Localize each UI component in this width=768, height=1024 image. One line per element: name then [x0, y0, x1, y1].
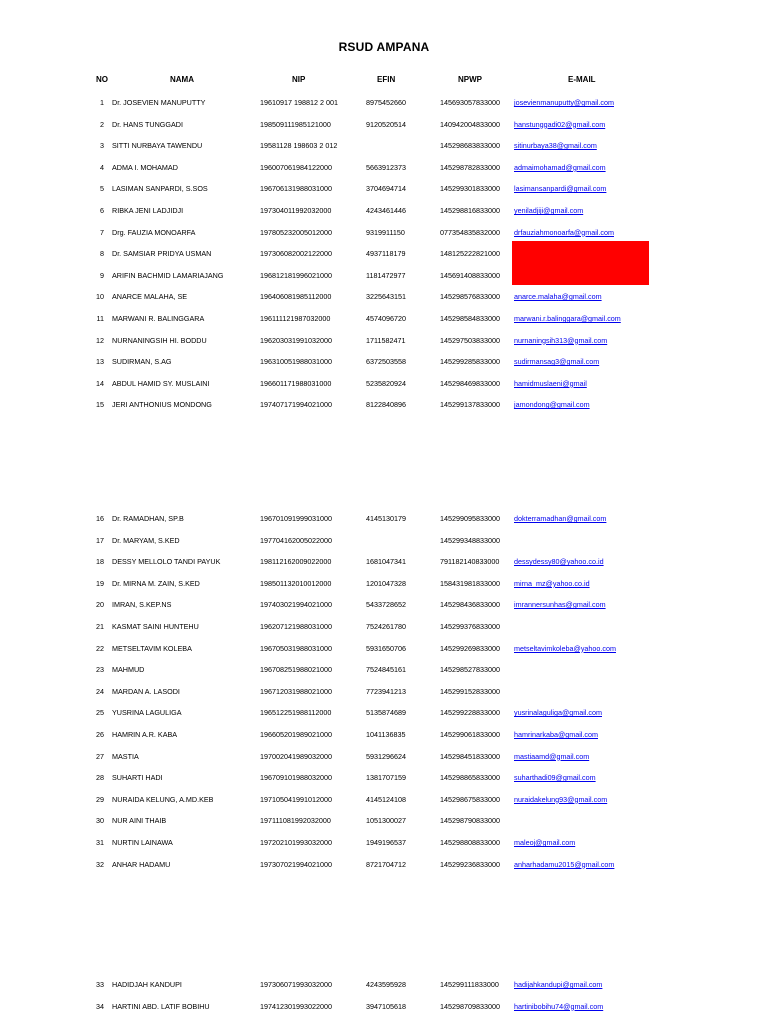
cell-nama: YUSRINA LAGULIGA — [112, 708, 182, 718]
cell-npwp: 145298808833000 — [440, 838, 500, 847]
cell-no: 24 — [96, 686, 104, 696]
table-row — [0, 706, 768, 720]
cell-nip: 197704162005022000 — [260, 535, 332, 545]
cell-no: 20 — [96, 600, 104, 610]
cell-efin: 6372503558 — [366, 357, 406, 367]
email-link[interactable]: admaimohamad@gmail.com — [514, 162, 606, 172]
cell-no: 19 — [96, 578, 104, 588]
email-link[interactable]: marwani.r.balinggara@gmail.com — [514, 314, 621, 323]
cell-nip: 196701091999031000 — [260, 514, 332, 523]
cell-no: 11 — [96, 314, 104, 323]
email-link[interactable]: josevienmanuputty@gmail.com — [514, 98, 614, 107]
email-link[interactable]: sudirmansag3@gmail.com — [514, 357, 600, 367]
email-link[interactable]: hamrinarkaba@gmail.com — [514, 730, 598, 739]
cell-nip: 196712031988021000 — [260, 686, 332, 696]
cell-npwp: 158431981833000 — [440, 578, 500, 588]
cell-no: 33 — [96, 980, 104, 989]
cell-nama: DESSY MELLOLO TANDI PAYUK — [112, 557, 221, 567]
table-row — [0, 118, 768, 132]
cell-nip: 197002041989032000 — [260, 751, 332, 761]
table-row — [0, 814, 768, 828]
email-link[interactable]: drfauziahmonoarfa@gmail.com — [514, 227, 614, 237]
cell-npwp: 145299301833000 — [440, 184, 500, 194]
cell-efin: 5135874689 — [366, 708, 406, 718]
cell-efin: 8122840896 — [366, 400, 406, 410]
email-link[interactable]: nurnaningsih313@gmail.com — [514, 335, 608, 345]
cell-no: 22 — [96, 643, 104, 653]
email-link[interactable]: hadijahkandupi@gmail.com — [514, 980, 603, 989]
cell-no: 14 — [96, 378, 104, 388]
cell-efin: 1041136835 — [366, 730, 406, 739]
header-email: E-MAIL — [568, 75, 596, 84]
cell-nip: 197306082002122000 — [260, 249, 332, 259]
cell-nip: 196706131988031000 — [260, 184, 332, 194]
cell-no: 26 — [96, 730, 104, 739]
cell-efin: 5931650706 — [366, 643, 406, 653]
cell-nip: 196708251988021000 — [260, 665, 332, 675]
cell-no: 17 — [96, 535, 104, 545]
table-row — [0, 139, 768, 153]
cell-no: 30 — [96, 816, 104, 826]
email-link[interactable]: suharthadi09@gmail.com — [514, 773, 596, 783]
cell-nip: 196705031988031000 — [260, 643, 332, 653]
table-row — [0, 534, 768, 548]
table-row — [0, 312, 768, 326]
table-row — [0, 978, 768, 992]
table-row — [0, 204, 768, 218]
cell-efin: 3947105618 — [366, 1001, 406, 1011]
cell-efin: 1681047341 — [366, 557, 406, 567]
cell-nama: Dr. HANS TUNGGADI — [112, 119, 183, 129]
header-npwp: NPWP — [458, 75, 482, 84]
cell-efin: 1711582471 — [366, 335, 406, 345]
cell-nama: SITTI NURBAYA TAWENDU — [112, 141, 203, 151]
cell-npwp: 145299228833000 — [440, 708, 500, 718]
cell-no: 23 — [96, 665, 104, 675]
email-link[interactable]: yeniladjiji@gmail.com — [514, 206, 584, 215]
cell-npwp: 145299137833000 — [440, 400, 500, 410]
cell-nama: ADMA I. MOHAMAD — [112, 162, 178, 172]
cell-no: 2 — [100, 119, 104, 129]
cell-nama: METSELTAVIM KOLEBA — [112, 643, 192, 653]
cell-nama: NURNANINGSIH HI. BODDU — [112, 335, 207, 345]
email-link[interactable]: anarce.malaha@gmail.com — [514, 292, 602, 302]
cell-no: 27 — [96, 751, 104, 761]
table-row — [0, 1000, 768, 1014]
header-nama: NAMA — [170, 75, 194, 84]
cell-efin: 5663912373 — [366, 162, 406, 172]
cell-nama: MASTIA — [112, 751, 139, 761]
email-link[interactable]: dessydessy80@yahoo.co.id — [514, 557, 604, 567]
cell-npwp: 145299348833000 — [440, 535, 500, 545]
table-row — [0, 858, 768, 872]
email-link[interactable]: imrannersunhas@gmail.com — [514, 600, 606, 610]
cell-nip: 197202101993032000 — [260, 838, 332, 847]
email-link[interactable]: jamondong@gmail.com — [514, 400, 590, 410]
cell-nip: 197307021994021000 — [260, 859, 332, 869]
cell-efin: 9319911150 — [366, 227, 405, 237]
cell-npwp: 145693057833000 — [440, 98, 500, 107]
cell-efin: 4145130179 — [366, 514, 406, 523]
cell-nip: 196207121988031000 — [260, 622, 332, 631]
table-row — [0, 728, 768, 742]
cell-nama: KASMAT SAINI HUNTEHU — [112, 622, 199, 631]
email-link[interactable]: lasimansanpardi@gmail.com — [514, 184, 607, 194]
cell-nama: ARIFIN BACHMID LAMARIAJANG — [112, 270, 224, 280]
cell-no: 6 — [100, 206, 104, 215]
cell-efin: 8721704712 — [366, 859, 406, 869]
table-row — [0, 226, 768, 240]
table-row — [0, 836, 768, 850]
cell-npwp: 145299285833000 — [440, 357, 500, 367]
table-row — [0, 96, 768, 110]
cell-no: 18 — [96, 557, 104, 567]
cell-nip: 197304011992032000 — [260, 206, 332, 215]
cell-nama: IMRAN, S.KEP.NS — [112, 600, 172, 610]
email-link[interactable]: hamidmuslaeni@gmail — [514, 378, 587, 388]
cell-npwp: 145691408833000 — [440, 270, 500, 280]
table-row — [0, 355, 768, 369]
redaction-box — [512, 241, 649, 285]
cell-no: 15 — [96, 400, 104, 410]
cell-nip: 197412301993022000 — [260, 1001, 332, 1011]
email-link[interactable]: dokterramadhan@gmail.com — [514, 514, 607, 523]
table-row — [0, 642, 768, 656]
cell-npwp: 145298576833000 — [440, 292, 500, 302]
table-row — [0, 398, 768, 412]
cell-no: 16 — [96, 514, 104, 523]
cell-nip: 198112162009022000 — [260, 557, 332, 567]
cell-no: 25 — [96, 708, 104, 718]
cell-nama: Dr. JOSEVIEN MANUPUTTY — [112, 98, 206, 107]
cell-nama: Drg. FAUZIA MONOARFA — [112, 227, 196, 237]
cell-efin: 3225643151 — [366, 292, 406, 302]
cell-nip: 196812181996021000 — [260, 270, 332, 280]
cell-nama: MARDAN A. LASODI — [112, 686, 180, 696]
cell-nama: Dr. RAMADHAN, SP.B — [112, 514, 184, 523]
cell-nama: HAMRIN A.R. KABA — [112, 730, 178, 739]
cell-nip: 19581128 198603 2 012 — [260, 141, 338, 151]
header-efin: EFIN — [377, 75, 396, 84]
cell-nip: 196512251988112000 — [260, 708, 332, 718]
cell-no: 10 — [96, 292, 104, 302]
cell-efin: 1201047328 — [366, 578, 406, 588]
cell-efin: 4243461446 — [366, 206, 406, 215]
table-row — [0, 290, 768, 304]
cell-no: 4 — [100, 162, 104, 172]
cell-nip: 197407171994021000 — [260, 400, 332, 410]
cell-nama: Dr. SAMSIAR PRIDYA USMAN — [112, 249, 212, 259]
cell-efin: 8975452660 — [366, 98, 406, 107]
cell-no: 5 — [100, 184, 104, 194]
email-link[interactable]: mastiaamd@gmail.com — [514, 751, 590, 761]
table-row — [0, 512, 768, 526]
cell-nip: 19610917 198812 2 001 — [260, 98, 338, 107]
cell-efin: 5931296624 — [366, 751, 406, 761]
cell-no: 3 — [100, 141, 104, 151]
cell-efin: 4574096720 — [366, 314, 406, 323]
cell-nip: 197306071993032000 — [260, 980, 332, 989]
email-link[interactable]: hartinibobihu74@gmail.com — [514, 1001, 604, 1011]
cell-efin: 1181472977 — [366, 270, 406, 280]
cell-efin: 5235820924 — [366, 378, 406, 388]
table-row — [0, 377, 768, 391]
cell-nama: Dr. MIRNA M. ZAIN, S.KED — [112, 578, 200, 588]
email-link[interactable]: mirna_mz@yahoo.co.id — [514, 578, 590, 588]
cell-npwp: 145299236833000 — [440, 859, 500, 869]
cell-nip: 196601171988031000 — [260, 378, 332, 388]
cell-nama: Dr. MARYAM, S.KED — [112, 535, 180, 545]
cell-no: 8 — [100, 249, 104, 259]
cell-no: 28 — [96, 773, 104, 783]
table-row — [0, 555, 768, 569]
table-row — [0, 663, 768, 677]
cell-npwp: 145298709833000 — [440, 1001, 500, 1011]
cell-npwp: 145299269833000 — [440, 643, 500, 653]
header-no: NO — [96, 75, 108, 84]
cell-efin: 1381707159 — [366, 773, 406, 783]
cell-npwp: 145298816833000 — [440, 206, 500, 215]
cell-nip: 196310051988031000 — [260, 357, 332, 367]
cell-npwp: 077354835832000 — [440, 227, 500, 237]
cell-npwp: 145298683833000 — [440, 141, 500, 151]
cell-nip: 196605201989021000 — [260, 730, 332, 739]
email-link[interactable]: hanstunggadi02@gmail.com — [514, 119, 606, 129]
cell-nip: 196111121987032000 — [260, 314, 331, 323]
table-row — [0, 793, 768, 807]
cell-nama: ABDUL HAMID SY. MUSLAINI — [112, 378, 210, 388]
cell-nip: 197403021994021000 — [260, 600, 332, 610]
cell-no: 29 — [96, 794, 104, 804]
cell-npwp: 145299376833000 — [440, 622, 500, 631]
cell-efin: 1949196537 — [366, 838, 406, 847]
cell-nama: NUR AINI THAIB — [112, 816, 167, 826]
cell-no: 13 — [96, 357, 104, 367]
cell-no: 31 — [96, 838, 104, 847]
cell-nama: ANARCE MALAHA, SE — [112, 292, 188, 302]
table-row — [0, 161, 768, 175]
cell-npwp: 145298527833000 — [440, 665, 500, 675]
cell-efin: 9120520514 — [366, 119, 406, 129]
cell-nip: 198509111985121000 — [260, 119, 331, 129]
cell-efin: 7723941213 — [366, 686, 406, 696]
cell-nama: JERI ANTHONIUS MONDONG — [112, 400, 212, 410]
cell-nama: RIBKA JENI LADJIDJI — [112, 206, 184, 215]
cell-nama: NURAIDA KELUNG, A.MD.KEB — [112, 794, 214, 804]
cell-efin: 7524261780 — [366, 622, 406, 631]
cell-npwp: 145298469833000 — [440, 378, 500, 388]
cell-npwp: 145297503833000 — [440, 335, 500, 345]
cell-npwp: 140942004833000 — [440, 119, 500, 129]
cell-no: 21 — [96, 622, 104, 631]
table-row — [0, 577, 768, 591]
table-row — [0, 750, 768, 764]
table-row — [0, 598, 768, 612]
email-link[interactable]: maleoj@gmail.com — [514, 838, 576, 847]
header-nip: NIP — [292, 75, 306, 84]
cell-no: 1 — [100, 98, 104, 107]
document-title: RSUD AMPANA — [338, 40, 430, 54]
cell-efin: 4243595928 — [366, 980, 406, 989]
cell-nip: 198501132010012000 — [260, 578, 332, 588]
cell-npwp: 145299152833000 — [440, 686, 500, 696]
cell-nip: 197805232005012000 — [260, 227, 332, 237]
cell-efin: 4145124108 — [366, 794, 406, 804]
cell-nip: 196203031991032000 — [260, 335, 332, 345]
table-row — [0, 247, 768, 261]
cell-npwp: 145298451833000 — [440, 751, 500, 761]
cell-npwp: 145299061833000 — [440, 730, 500, 739]
cell-nama: MARWANI R. BALINGGARA — [112, 314, 205, 323]
table-row — [0, 620, 768, 634]
cell-npwp: 145298790833000 — [440, 816, 500, 826]
cell-efin: 5433728652 — [366, 600, 406, 610]
table-row — [0, 771, 768, 785]
cell-npwp: 145298865833000 — [440, 773, 500, 783]
cell-npwp: 145298675833000 — [440, 794, 500, 804]
cell-efin: 4937118179 — [366, 249, 406, 259]
cell-npwp: 791182140833000 — [440, 557, 500, 567]
table-row — [0, 269, 768, 283]
cell-nama: ANHAR HADAMU — [112, 859, 171, 869]
cell-npwp: 145299095833000 — [440, 514, 500, 523]
cell-no: 32 — [96, 859, 104, 869]
email-link[interactable]: anharhadamu2015@gmail.com — [514, 859, 615, 869]
cell-nip: 196007061984122000 — [260, 162, 332, 172]
cell-npwp: 145298436833000 — [440, 600, 500, 610]
cell-nama: LASIMAN SANPARDI, S.SOS — [112, 184, 208, 194]
cell-nama: SUDIRMAN, S.AG — [112, 357, 172, 367]
cell-npwp: 145298584833000 — [440, 314, 500, 323]
cell-npwp: 145299111833000 — [440, 980, 499, 989]
table-row — [0, 685, 768, 699]
cell-nip: 197111081992032000 — [260, 816, 331, 826]
cell-npwp: 145298782833000 — [440, 162, 500, 172]
table-row — [0, 182, 768, 196]
cell-nip: 196709101988032000 — [260, 773, 332, 783]
email-link[interactable]: yusrinalaguliga@gmail.com — [514, 708, 602, 718]
cell-efin: 7524845161 — [366, 665, 406, 675]
cell-no: 34 — [96, 1001, 104, 1011]
email-link[interactable]: nuraidakelung93@gmail.com — [514, 794, 608, 804]
cell-nama: NURTIN LAINAWA — [112, 838, 173, 847]
cell-npwp: 148125222821000 — [440, 249, 500, 259]
cell-no: 7 — [100, 227, 104, 237]
cell-efin: 3704694714 — [366, 184, 406, 194]
cell-nama: HADIDJAH KANDUPI — [112, 980, 182, 989]
email-link[interactable]: metseltavimkoleba@yahoo.com — [514, 643, 616, 653]
cell-nip: 196406081985112000 — [260, 292, 332, 302]
email-link[interactable]: sitinurbaya38@gmail.com — [514, 141, 597, 151]
cell-nip: 197105041991012000 — [260, 794, 332, 804]
cell-no: 9 — [100, 270, 104, 280]
table-row — [0, 334, 768, 348]
cell-no: 12 — [96, 335, 104, 345]
cell-nama: MAHMUD — [112, 665, 145, 675]
cell-efin: 1051300027 — [366, 816, 406, 826]
cell-nama: SUHARTI HADI — [112, 773, 163, 783]
cell-nama: HARTINI ABD. LATIF BOBIHU — [112, 1001, 210, 1011]
